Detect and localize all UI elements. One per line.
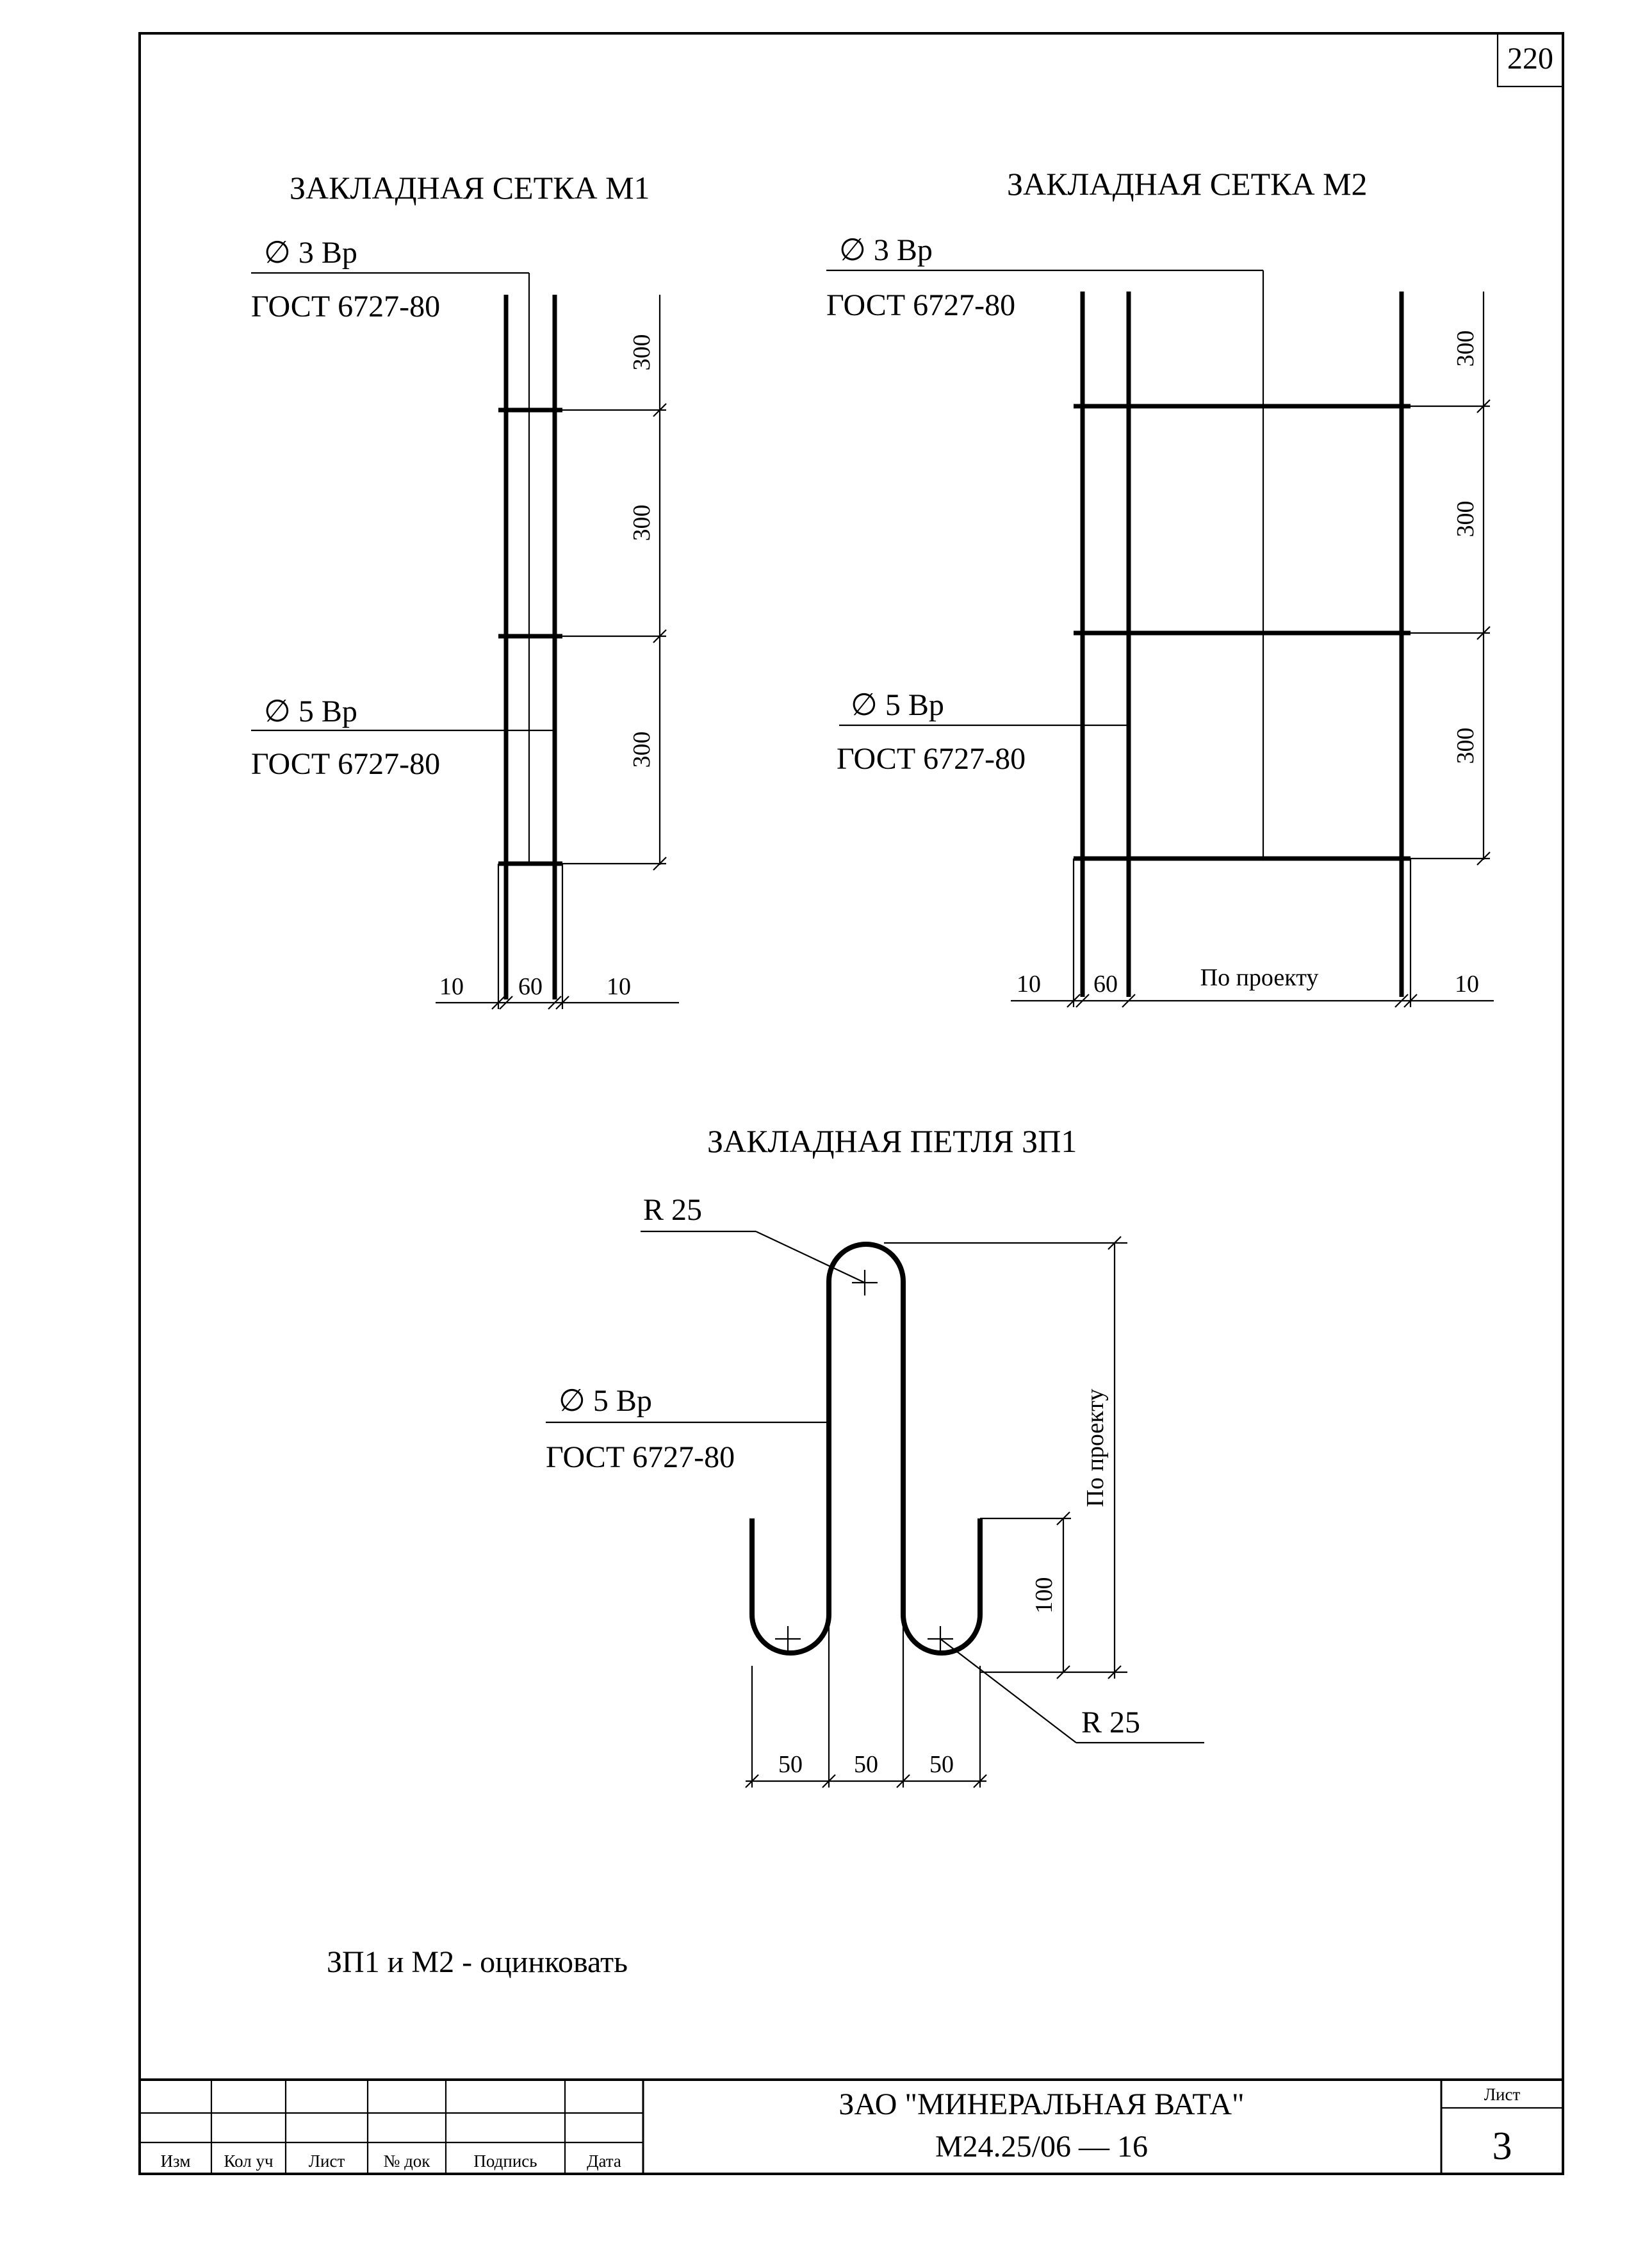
- mesh-m1-dim-h1: 10: [439, 973, 464, 1000]
- tb-document-code: М24.25/06 — 16: [935, 2130, 1149, 2164]
- loop-zp1-dim-h1: 50: [778, 1751, 803, 1778]
- mesh-m1-callout-mid-standard: ГОСТ 6727-80: [251, 747, 441, 781]
- mesh-m1-drawing: [251, 170, 679, 1009]
- mesh-m2-dim-h1: 10: [1017, 971, 1041, 998]
- mesh-m2-callout-top-standard: ГОСТ 6727-80: [826, 288, 1016, 322]
- loop-zp1-dim-h2: 50: [854, 1751, 878, 1778]
- mesh-m2-drawing: [826, 166, 1494, 1007]
- tb-header-change: Изм: [160, 2151, 191, 2171]
- mesh-m2-dim-h4: 10: [1455, 971, 1479, 998]
- loop-zp1-radius-top: R 25: [643, 1193, 703, 1227]
- loop-zp1-dim-h3: 50: [929, 1751, 954, 1778]
- tb-organization: ЗАО "МИНЕРАЛЬНАЯ ВАТА": [838, 2087, 1245, 2121]
- mesh-m1-dim-v2: 300: [628, 504, 655, 541]
- mesh-m2-callout-top-diameter: ∅ 3 Вр: [839, 233, 933, 267]
- mesh-m2-callout-mid-standard: ГОСТ 6727-80: [837, 742, 1026, 776]
- loop-zp1-dim-leg: 100: [1031, 1577, 1058, 1614]
- mesh-m2-dim-v1: 300: [1452, 330, 1479, 367]
- mesh-m2-dim-h3: По проекту: [1200, 964, 1319, 991]
- galvanize-note: ЗП1 и М2 - оцинковать: [327, 1945, 628, 1979]
- tb-sheet-number: 3: [1492, 2125, 1512, 2168]
- mesh-m1-callout-mid-diameter: ∅ 5 Вр: [264, 695, 357, 728]
- title-block: [140, 2080, 1563, 2174]
- mesh-m1-callout-top-diameter: ∅ 3 Вр: [264, 236, 357, 270]
- mesh-m2-dim-v3: 300: [1452, 727, 1479, 764]
- loop-zp1-drawing: [546, 1123, 1204, 1788]
- loop-zp1-callout-standard: ГОСТ 6727-80: [546, 1440, 735, 1474]
- mesh-m1-dim-v1: 300: [628, 334, 655, 371]
- loop-zp1-title: ЗАКЛАДНАЯ ПЕТЛЯ ЗП1: [707, 1123, 1077, 1159]
- mesh-m2-dim-h2: 60: [1093, 971, 1118, 998]
- corner-number: 220: [1507, 42, 1553, 76]
- tb-header-sheet: Лист: [308, 2151, 345, 2171]
- mesh-m1-dim-h3: 10: [607, 973, 631, 1000]
- tb-header-date: Дата: [587, 2151, 621, 2171]
- tb-sheet-label: Лист: [1484, 2085, 1521, 2104]
- sheet-frame: [140, 33, 1563, 2174]
- mesh-m2-callout-mid-diameter: ∅ 5 Вр: [851, 688, 944, 722]
- mesh-m1-dim-h2: 60: [518, 973, 543, 1000]
- loop-zp1-callout-diameter: ∅ 5 Вр: [559, 1384, 652, 1418]
- mesh-m1-dim-v3: 300: [628, 731, 655, 768]
- mesh-m2-title: ЗАКЛАДНАЯ СЕТКА М2: [1007, 166, 1368, 202]
- mesh-m2-dim-v2: 300: [1452, 500, 1479, 538]
- tb-header-signature: Подпись: [473, 2151, 537, 2171]
- corner-number-box: [1498, 33, 1563, 86]
- mesh-m1-title: ЗАКЛАДНАЯ СЕТКА М1: [290, 170, 650, 206]
- tb-header-qty: Кол уч: [224, 2151, 274, 2171]
- loop-zp1-dim-height: По проекту: [1082, 1388, 1109, 1508]
- tb-header-doc-number: № док: [383, 2151, 430, 2171]
- mesh-m1-callout-top-standard: ГОСТ 6727-80: [251, 290, 441, 324]
- loop-zp1-radius-bottom: R 25: [1081, 1706, 1141, 1739]
